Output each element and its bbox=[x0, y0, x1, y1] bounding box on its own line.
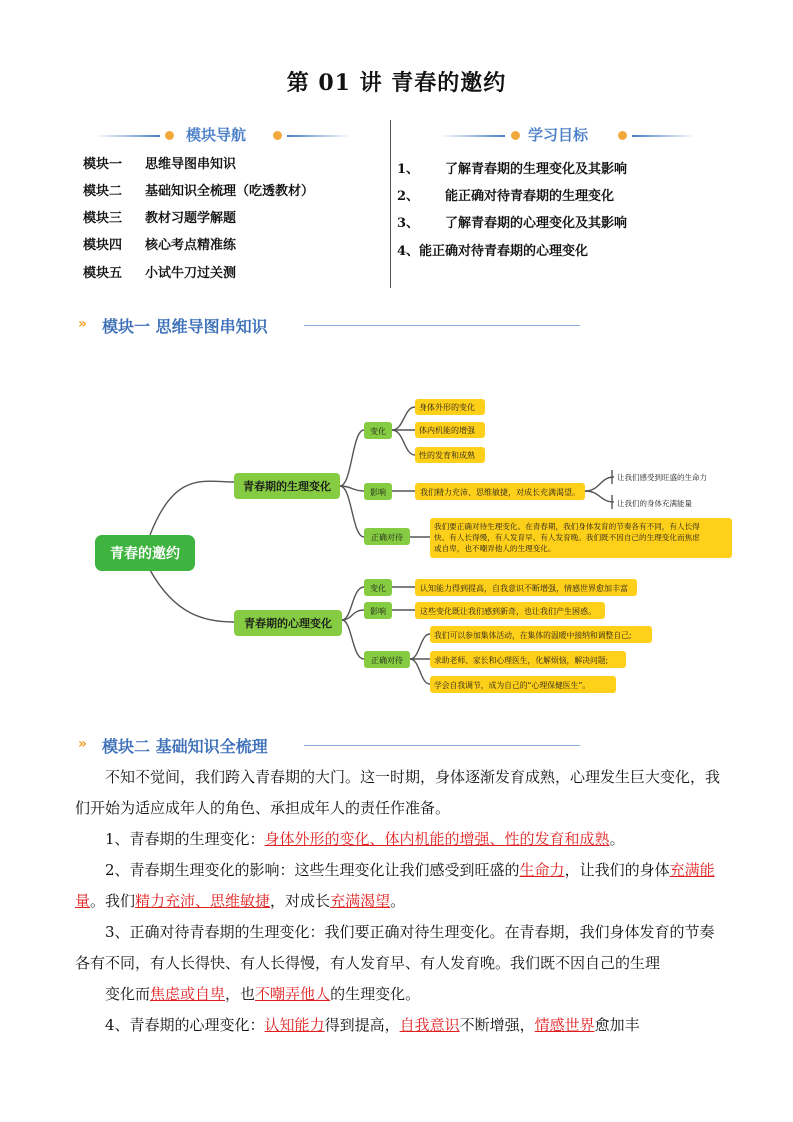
goal-item: 1、 了解青春期的生理变化及其影响 bbox=[397, 162, 628, 177]
goal-item: 3、 了解青春期的心理变化及其影响 bbox=[397, 216, 628, 231]
mindmap-node-label: 或自卑，也不嘲弄他人的生理变化。 bbox=[434, 544, 556, 553]
answer-text: 情感世界 bbox=[534, 1016, 595, 1034]
knowledge-content bbox=[75, 762, 725, 1041]
point-3-continued: 变化而焦虑或自卑，也不嘲弄他人的生理变化。 bbox=[105, 985, 421, 1003]
intro-paragraph: 不知不觉间，我们跨入青春期的大门。这一时期，身体逐渐发育成熟，心理发生巨大变化，我们开始为适应成年人的角色、承担成年人的责任作准备。 bbox=[75, 768, 721, 817]
answer-text: 自我意识 bbox=[399, 1016, 460, 1034]
mindmap-leaf-label: 让我们的身体充满能量 bbox=[617, 499, 692, 508]
answer-text: 焦虑或自卑 bbox=[150, 985, 226, 1003]
point-2: 2、青春期生理变化的影响：这些生理变化让我们感受到旺盛的生命力，让我们的身体充满能量。我们精力充沛、思维敏捷，对成长充满渴望。 bbox=[75, 861, 715, 910]
nav-heading bbox=[95, 124, 350, 148]
mindmap-leaf-label: 让我们感受到旺盛的生命力 bbox=[617, 473, 707, 482]
answer-text: 充满能量 bbox=[75, 861, 715, 910]
mindmap-node-label: 正确对待 bbox=[371, 533, 403, 542]
mindmap-node-label: 影响 bbox=[370, 607, 386, 616]
answer-text: 身体外形的变化、体内机能的增强、性的发育和成熟 bbox=[264, 830, 610, 848]
answer-text: 精力充沛、思维敏捷 bbox=[135, 892, 271, 910]
mindmap-branch1-label: 青春期的生理变化 bbox=[243, 480, 331, 493]
answer-text: 充满渴望 bbox=[330, 892, 391, 910]
mindmap-branch2-label: 青春期的心理变化 bbox=[244, 617, 332, 630]
point-3: 3、正确对待青春期的生理变化：我们要正确对待生理变化。在青春期，我们身体发育的节奏各有不同，有人长得快、有人长得慢，有人发育早、有人发育晚。我们既不因自己的生理 bbox=[75, 923, 715, 972]
answer-text: 不嘲弄他人 bbox=[255, 985, 331, 1003]
goal-item: 4、能正确对待青春期的心理变化 bbox=[397, 244, 589, 259]
mindmap-node-label: 快、有人长得慢，有人发育早、有人发育晚。我们既不因自己的生理变化而焦虑 bbox=[434, 533, 700, 542]
mindmap-node-label: 体内机能的增强 bbox=[419, 426, 475, 435]
mindmap-node-label: 变化 bbox=[370, 584, 386, 593]
double-chevron-icon: » bbox=[78, 736, 85, 752]
nav-item: 模块三 教材习题学解题 bbox=[83, 211, 237, 226]
nav-item: 模块一 思维导图串知识 bbox=[83, 157, 237, 172]
point-4: 4、青春期的心理变化：认知能力得到提高，自我意识不断增强，情感世界愈加丰 bbox=[105, 1016, 640, 1034]
double-chevron-icon: » bbox=[78, 316, 85, 332]
mindmap-node-label: 学会自我调节，成为自己的“心理保健医生”。 bbox=[434, 681, 591, 690]
goals-heading bbox=[440, 124, 695, 148]
mindmap-root-label: 青春的邀约 bbox=[110, 546, 180, 562]
mindmap-node-label: 我们可以参加集体活动，在集体的温暖中接纳和调整自己; bbox=[434, 631, 632, 640]
mindmap-node-label: 正确对待 bbox=[371, 656, 403, 665]
mindmap-node-label: 这些变化既让我们感到新奇，也让我们产生困惑。 bbox=[420, 607, 596, 616]
nav-item: 模块四 核心考点精准练 bbox=[83, 238, 237, 253]
mindmap-node-label: 认知能力得到提高，自我意识不断增强，情感世界愈加丰富 bbox=[420, 584, 628, 593]
mindmap-node-label: 身体外形的变化 bbox=[419, 403, 475, 412]
section-1-header bbox=[78, 314, 580, 336]
section-1-title: 模块一 思维导图串知识 bbox=[102, 317, 268, 336]
mindmap-node-label: 我们要正确对待生理变化。在青春期，我们身体发育的节奏各有不同，有人长得 bbox=[434, 522, 700, 531]
page-title: 第 01 讲 青春的邀约 bbox=[286, 70, 507, 96]
mindmap-node-label: 我们精力充沛、思维敏捷，对成长充满渴望。 bbox=[420, 488, 580, 497]
nav-item: 模块二 基础知识全梳理（吃透教材） bbox=[83, 184, 315, 199]
mindmap-node-label: 性的发育和成熟 bbox=[419, 451, 475, 460]
section-2-header bbox=[78, 734, 580, 756]
point-1: 1、青春期的生理变化：身体外形的变化、体内机能的增强、性的发育和成熟。 bbox=[105, 830, 625, 848]
column-divider bbox=[390, 120, 391, 288]
mindmap-node-label: 求助老师、家长和心理医生，化解烦恼，解决问题; bbox=[434, 656, 609, 665]
goals-heading-text: 学习目标 bbox=[528, 126, 589, 144]
answer-text: 认知能力 bbox=[264, 1016, 325, 1034]
nav-heading-text: 模块导航 bbox=[186, 126, 247, 144]
nav-item: 模块五 小试牛刀过关测 bbox=[83, 266, 237, 281]
mindmap-node-label: 影响 bbox=[370, 488, 386, 497]
section-2-title: 模块二 基础知识全梳理 bbox=[102, 737, 268, 756]
mind-map bbox=[0, 380, 793, 700]
mindmap-node-label: 变化 bbox=[370, 427, 386, 436]
answer-text: 生命力 bbox=[519, 861, 565, 879]
goal-item: 2、 能正确对待青春期的生理变化 bbox=[397, 189, 615, 204]
